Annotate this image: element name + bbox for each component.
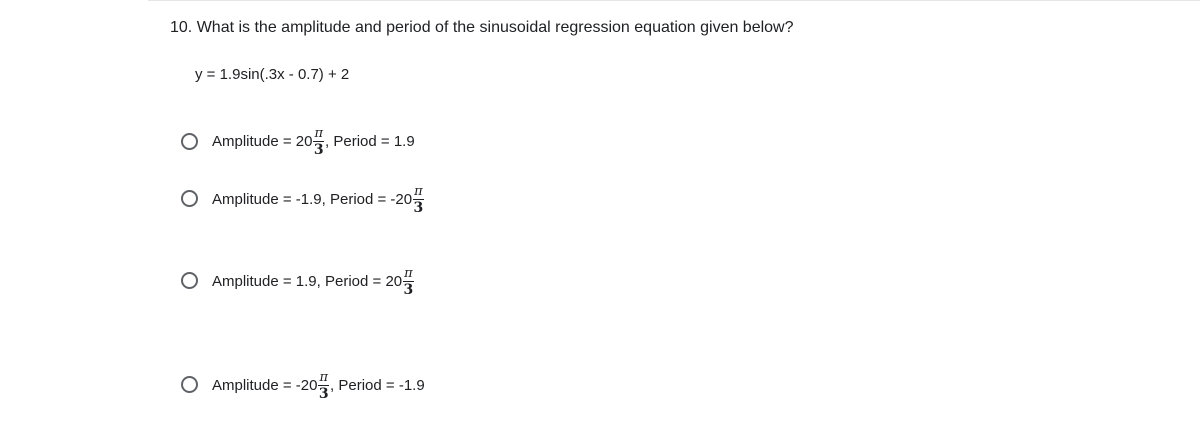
radio-button[interactable] xyxy=(181,272,198,289)
fraction-denominator: 3 xyxy=(403,282,414,298)
option-text-pre: Amplitude = 20 xyxy=(212,133,313,150)
option-text-post: , Period = 1.9 xyxy=(325,133,415,150)
fraction xyxy=(413,185,424,215)
question-title: 10. What is the amplitude and period of the sinusoidal regression equation given below? xyxy=(170,19,794,36)
radio-button[interactable] xyxy=(181,133,198,150)
answer-option-2[interactable] xyxy=(178,178,598,238)
fraction-numerator: π xyxy=(404,266,413,281)
fraction-numerator: π xyxy=(319,370,329,385)
option-label xyxy=(212,366,425,406)
fraction xyxy=(313,127,324,157)
radio-button[interactable] xyxy=(181,376,198,393)
fraction xyxy=(403,267,414,297)
card-divider xyxy=(148,0,1200,1)
fraction-denominator: 3 xyxy=(318,386,329,402)
option-label xyxy=(212,262,415,302)
fraction-denominator: 3 xyxy=(313,142,324,158)
option-label xyxy=(212,122,415,162)
option-text-pre: Amplitude = 1.9, Period = 20 xyxy=(212,273,403,290)
answer-option-1[interactable] xyxy=(178,120,598,180)
fraction-numerator: π xyxy=(314,126,324,141)
question-equation: y = 1.9sin(.3x - 0.7) + 2 xyxy=(195,66,350,83)
fraction xyxy=(318,371,329,401)
option-text-pre: Amplitude = -1.9, Period = -20 xyxy=(212,191,413,208)
option-text-pre: Amplitude = -20 xyxy=(212,377,318,394)
radio-button[interactable] xyxy=(181,190,198,207)
answer-option-3[interactable] xyxy=(178,260,598,320)
fraction-denominator: 3 xyxy=(413,200,424,216)
option-text-post: , Period = -1.9 xyxy=(330,377,425,394)
answer-option-4[interactable] xyxy=(178,364,598,424)
fraction-numerator: π xyxy=(414,184,423,199)
option-label xyxy=(212,180,425,220)
